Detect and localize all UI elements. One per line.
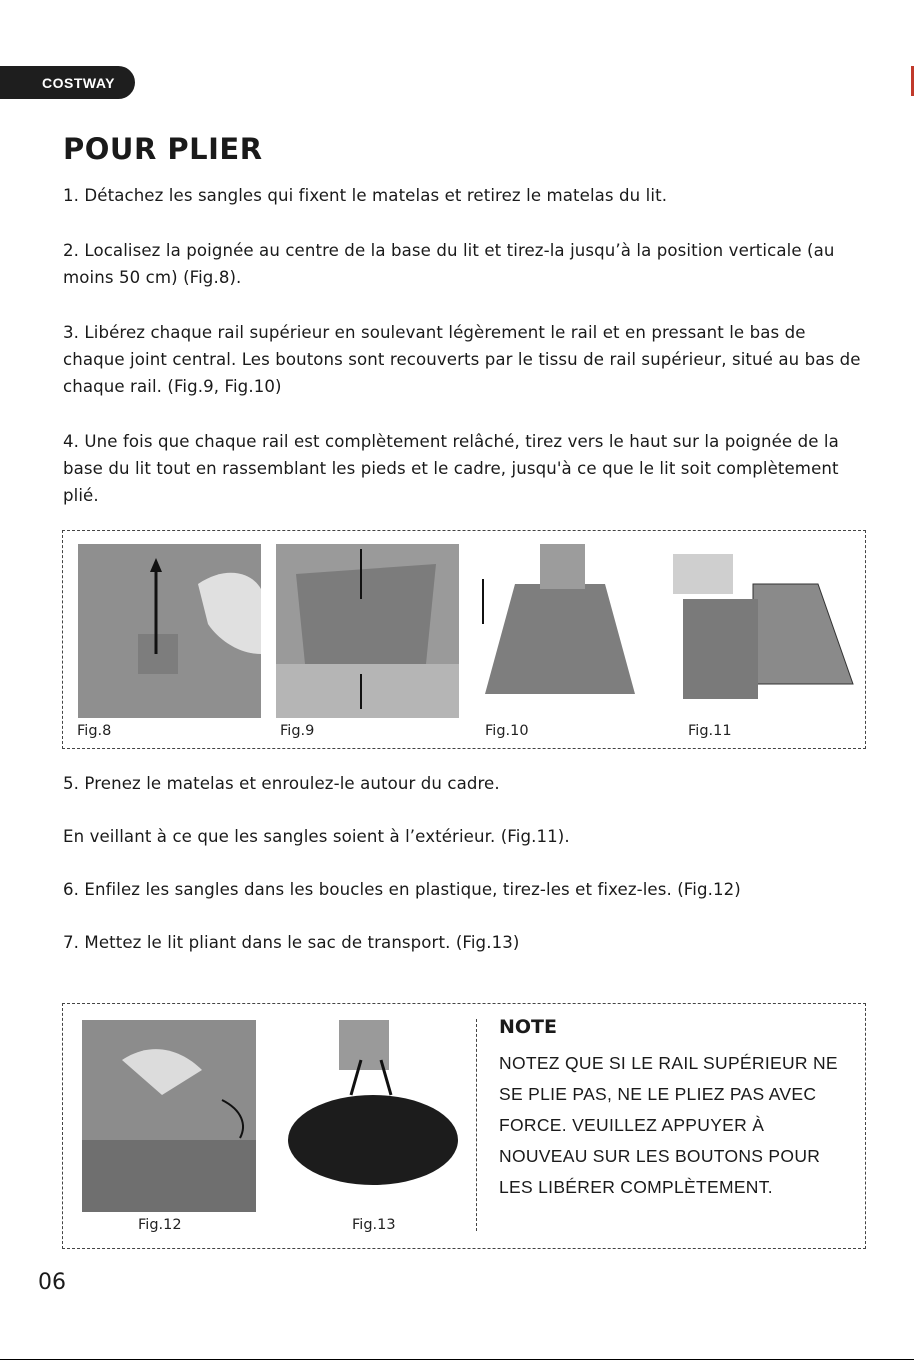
step-2: 2. Localisez la poignée au centre de la base du lit et tirez-la jusqu’à la position verticale (au moins 50 cm) (Fig.8). bbox=[63, 241, 835, 287]
bottom-rule bbox=[0, 1359, 914, 1360]
page-title: POUR PLIER bbox=[63, 132, 263, 166]
step-5-note: En veillant à ce que les sangles soient à l’extérieur. (Fig.11). bbox=[63, 827, 570, 846]
step-6: 6. Enfilez les sangles dans les boucles en plastique, tirez-les et fixez-les. (Fig.12) bbox=[63, 880, 741, 899]
figure-10 bbox=[475, 544, 647, 718]
brand-logo bbox=[0, 66, 135, 99]
fig-8-label: Fig.8 bbox=[77, 723, 112, 739]
fig-11-label: Fig.11 bbox=[688, 723, 732, 739]
step-5: 5. Prenez le matelas et enroulez-le autour du cadre. bbox=[63, 774, 500, 793]
brand-name: COSTWAY bbox=[42, 74, 115, 91]
figure-9 bbox=[276, 544, 459, 718]
figure-8 bbox=[78, 544, 261, 718]
figures-box-top bbox=[62, 530, 866, 749]
fig-13-label: Fig.13 bbox=[352, 1217, 396, 1233]
note-divider bbox=[476, 1019, 477, 1231]
page-number: 06 bbox=[38, 1270, 66, 1295]
step-4: 4. Une fois que chaque rail est complètement relâché, tirez vers le haut sur la poignée de la base du lit tout en rassemblant les pieds et le cadre, jusqu'à ce que le lit soit complètement plié. bbox=[63, 432, 839, 505]
fig-9-label: Fig.9 bbox=[280, 723, 315, 739]
step-7: 7. Mettez le lit pliant dans le sac de transport. (Fig.13) bbox=[63, 933, 520, 952]
fig-12-label: Fig.12 bbox=[138, 1217, 182, 1233]
note-text: NOTEZ QUE SI LE RAIL SUPÉRIEUR NE SE PLIE PAS, NE LE PLIEZ PAS AVEC FORCE. VEUILLEZ APPUYER À NOUVEAU SUR LES BOUTONS POUR LES LIBÉRER COMPLÈTEMENT. bbox=[499, 1053, 838, 1197]
fig-10-label: Fig.10 bbox=[485, 723, 529, 739]
step-1: 1. Détachez les sangles qui fixent le matelas et retirez le matelas du lit. bbox=[63, 186, 668, 205]
figure-13 bbox=[281, 1020, 461, 1212]
step-3: 3. Libérez chaque rail supérieur en soulevant légèrement le rail et en pressant le bas de chaque joint central. Les boutons sont recouverts par le tissu de rail supérieur, situé au bas de chaque rail. (Fig.9, Fig.10) bbox=[63, 323, 861, 396]
figure-11 bbox=[673, 544, 855, 718]
figure-12 bbox=[82, 1020, 256, 1212]
note-title: NOTE bbox=[499, 1016, 557, 1038]
